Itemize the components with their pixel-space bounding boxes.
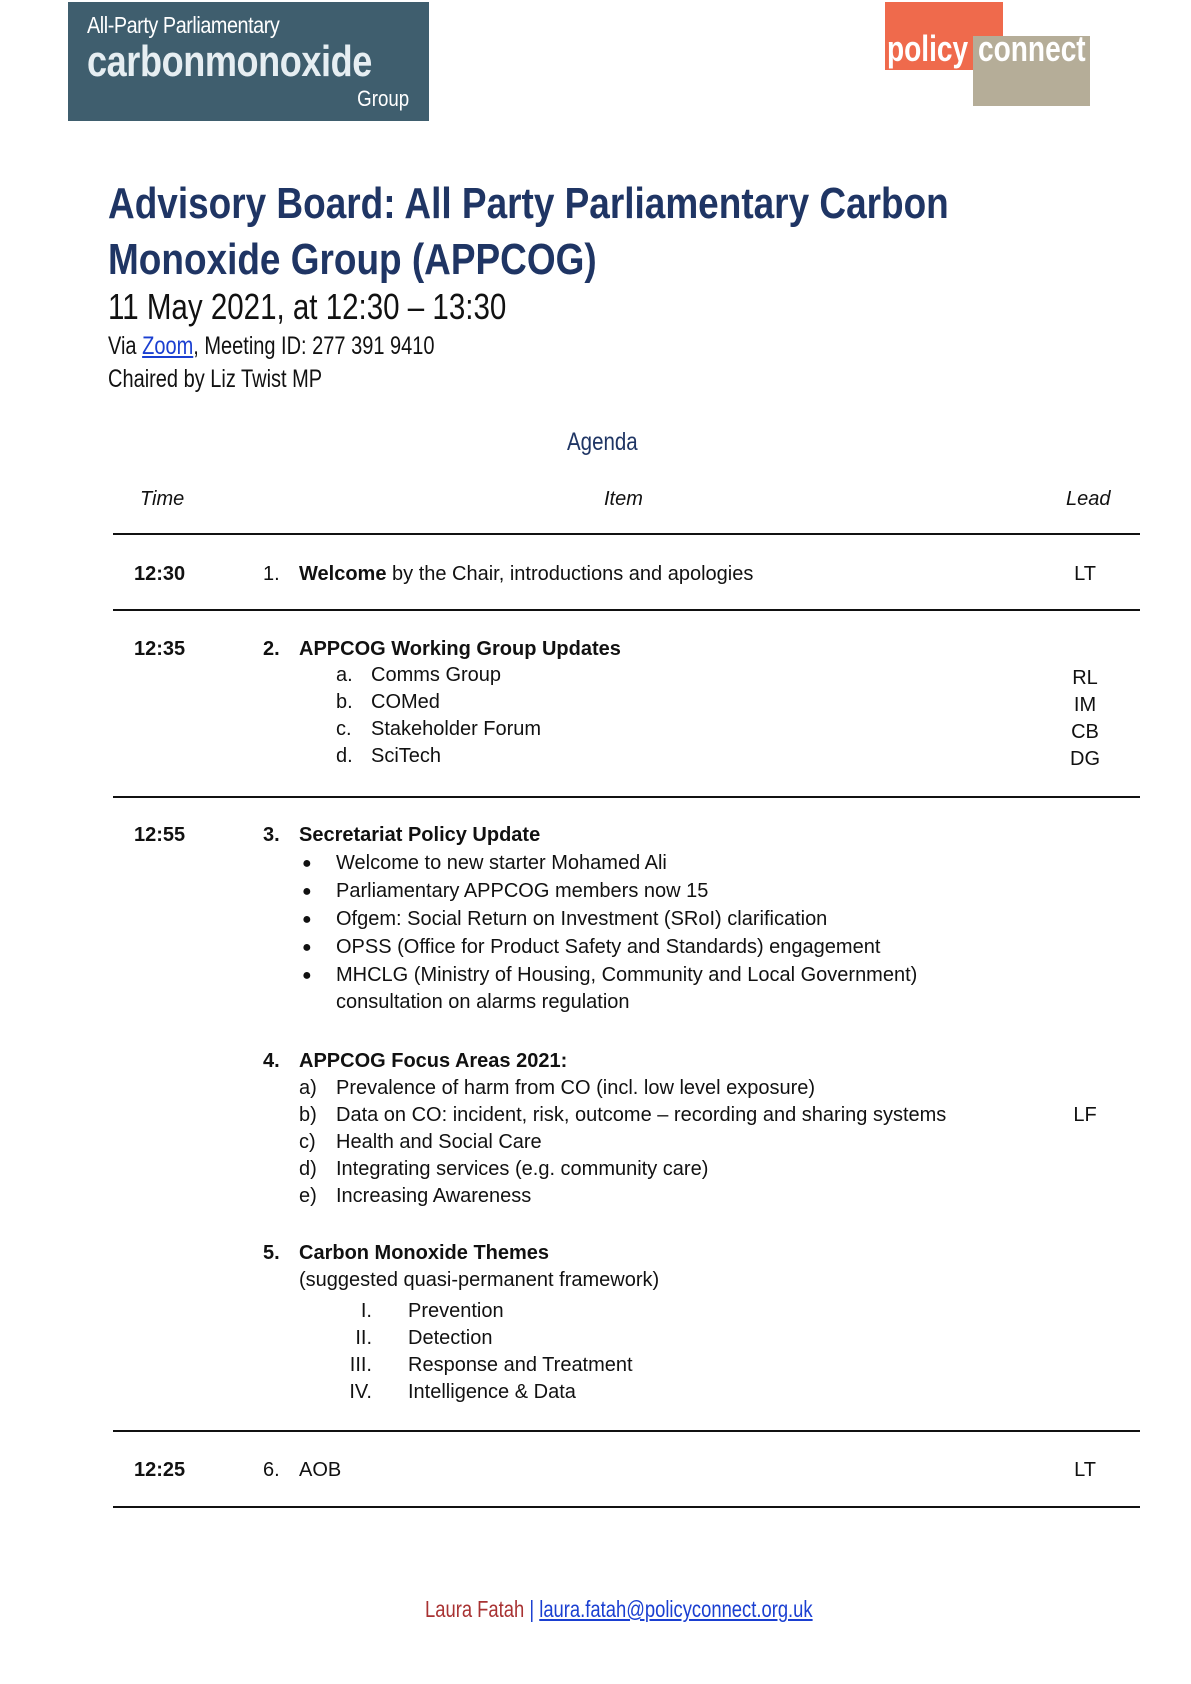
- header-time: Time: [140, 488, 185, 510]
- item-5-theme-text: Detection: [408, 1327, 493, 1349]
- meeting-id: , Meeting ID: 277 391 9410: [193, 332, 435, 360]
- header-lead: Lead: [1066, 488, 1111, 510]
- item-4-lead: LF: [1073, 1104, 1097, 1126]
- item-5-theme-text: Prevention: [408, 1300, 504, 1322]
- bullet-icon: ●: [302, 855, 312, 872]
- item-6-lead: LT: [1074, 1459, 1096, 1481]
- item-4-title: APPCOG Focus Areas 2021:: [299, 1050, 568, 1072]
- item-3-time: 12:55: [134, 824, 186, 846]
- item-2-sub-letter: d.: [336, 745, 353, 767]
- item-4-sub-text: Health and Social Care: [336, 1131, 542, 1153]
- footer-name: Laura Fatah: [425, 1596, 525, 1622]
- item-5-theme-numeral: III.: [349, 1354, 372, 1376]
- item-3-bullet: Parliamentary APPCOG members now 15: [336, 880, 709, 902]
- divider: [113, 1430, 1140, 1432]
- item-4-sub-text: Prevalence of harm from CO (incl. low level exposure): [336, 1077, 816, 1099]
- bullet-icon: ●: [302, 883, 312, 900]
- logo-line-2: carbonmonoxide: [87, 37, 372, 86]
- footer-contact: [425, 1596, 813, 1623]
- appcog-logo: [68, 2, 429, 121]
- item-5-title: Carbon Monoxide Themes: [299, 1242, 550, 1264]
- divider: [113, 1506, 1140, 1508]
- footer-email-link[interactable]: laura.fatah@policyconnect.org.uk: [539, 1596, 813, 1622]
- item-3-bullet: Welcome to new starter Mohamed Ali: [336, 852, 667, 874]
- item-2-sub-text: SciTech: [371, 745, 442, 767]
- item-3-bullet-continued: consultation on alarms regulation: [336, 991, 630, 1013]
- item-1-bold: Welcome: [299, 563, 387, 585]
- item-5-note: (suggested quasi-permanent framework): [299, 1269, 660, 1291]
- item-3-title: Secretariat Policy Update: [299, 824, 541, 846]
- item-2-number: 2.: [263, 638, 280, 660]
- item-5-theme-numeral: IV.: [349, 1381, 372, 1403]
- item-4-sub-text: Increasing Awareness: [336, 1185, 532, 1207]
- meeting-datetime: 11 May 2021, at 12:30 – 13:30: [108, 286, 507, 327]
- item-4-sub-letter: a): [299, 1077, 317, 1099]
- item-5-theme-numeral: II.: [355, 1327, 372, 1349]
- logo-word-policy: policy: [887, 28, 969, 69]
- item-6-number: 6.: [263, 1459, 280, 1481]
- item-3-bullet: Ofgem: Social Return on Investment (SRoI) clarification: [336, 908, 828, 930]
- logo-line-3: Group: [357, 86, 409, 111]
- item-4-sub-letter: b): [299, 1104, 317, 1126]
- bullet-icon: ●: [302, 967, 312, 984]
- item-1-text: [299, 561, 753, 588]
- item-5-theme-text: Intelligence & Data: [408, 1381, 576, 1403]
- header-item: Item: [604, 488, 643, 510]
- item-2-sub-lead: RL: [1072, 667, 1098, 689]
- item-6-time: 12:25: [134, 1459, 186, 1481]
- policy-connect-logo: [885, 2, 1090, 106]
- item-3-bullet: OPSS (Office for Product Safety and Standards) engagement: [336, 936, 881, 958]
- logo-word-connect: connect: [978, 28, 1086, 69]
- item-4-number: 4.: [263, 1050, 280, 1072]
- item-5-theme-text: Response and Treatment: [408, 1354, 633, 1376]
- item-5-theme-numeral: I.: [360, 1300, 372, 1322]
- item-4-sub-letter: d): [299, 1158, 317, 1180]
- item-2-time: 12:35: [134, 638, 186, 660]
- item-2-sub-letter: b.: [336, 691, 353, 713]
- item-1-rest: by the Chair, introductions and apologies: [386, 563, 754, 585]
- via-prefix: Via: [108, 332, 143, 360]
- divider: [113, 533, 1140, 535]
- footer-separator: |: [524, 1596, 540, 1622]
- item-5-number: 5.: [263, 1242, 280, 1264]
- chaired-by: Chaired by Liz Twist MP: [108, 365, 323, 393]
- item-2-sub-text: Stakeholder Forum: [371, 718, 542, 740]
- item-4-sub-text: Data on CO: incident, risk, outcome – recording and sharing systems: [336, 1104, 947, 1126]
- item-6-text: AOB: [299, 1459, 342, 1481]
- item-4-sub-letter: e): [299, 1185, 317, 1207]
- item-2-sub-letter: a.: [336, 664, 353, 686]
- item-2-sub-lead: CB: [1071, 721, 1099, 743]
- item-4-sub-letter: c): [299, 1131, 316, 1153]
- agenda-heading: Agenda: [567, 428, 638, 456]
- item-2-title: APPCOG Working Group Updates: [299, 638, 621, 660]
- item-3-number: 3.: [263, 824, 280, 846]
- item-4-sub-text: Integrating services (e.g. community care): [336, 1158, 709, 1180]
- logo-line-1: All-Party Parliamentary: [87, 12, 280, 38]
- item-2-sub-lead: IM: [1073, 694, 1097, 716]
- divider: [113, 796, 1140, 798]
- bullet-icon: ●: [302, 911, 312, 928]
- item-2-sub-text: COMed: [371, 691, 440, 713]
- meeting-location: [108, 332, 435, 361]
- item-2-sub-letter: c.: [336, 718, 352, 740]
- item-3-bullet: MHCLG (Ministry of Housing, Community and Local Government): [336, 964, 918, 986]
- bullet-icon: ●: [302, 939, 312, 956]
- item-2-sub-text: Comms Group: [371, 664, 502, 686]
- divider: [113, 609, 1140, 611]
- item-1-time: 12:30: [134, 563, 186, 585]
- item-1-number: 1.: [263, 563, 280, 585]
- item-1-lead: LT: [1074, 563, 1096, 585]
- zoom-link[interactable]: Zoom: [142, 332, 194, 360]
- document-title: Advisory Board: All Party Parliamentary Carbon Monoxide Group (APPCOG): [108, 179, 949, 284]
- item-2-sub-lead: DG: [1070, 748, 1100, 770]
